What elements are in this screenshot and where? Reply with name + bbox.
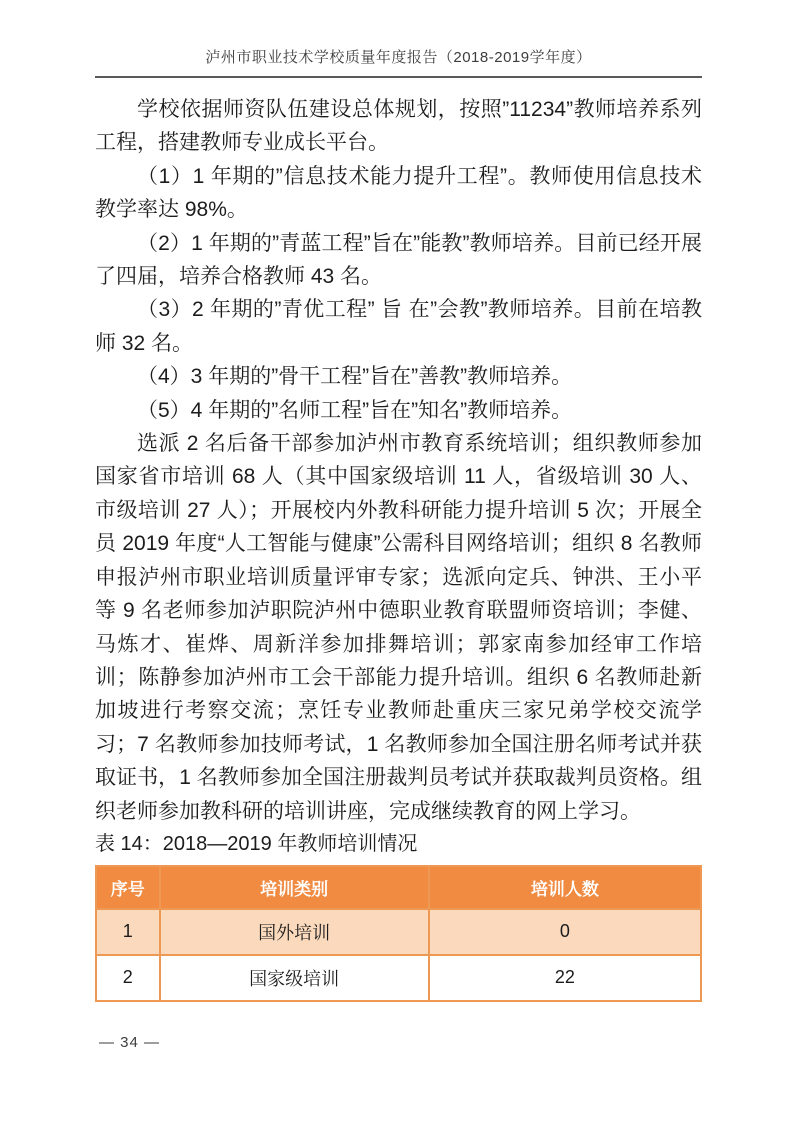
teacher-training-table (95, 865, 702, 1002)
paragraph: （1）1 年期的”信息技术能力提升工程”。教师使用信息技术教学率达 98%。 (95, 164, 702, 222)
paragraph: 学校依据师资队伍建设总体规划，按照”11234”教师培养系列工程，搭建教师专业成长平台。 (95, 98, 702, 155)
column-header-count: 培训人数 (429, 866, 701, 909)
paragraph: （3）2 年期的”青优工程” 旨 在”会教”教师培养。目前在培教师 32 名。 (95, 298, 702, 355)
report-title: 泸州市职业技术学校质量年度报告（2018-2019学年度） (205, 49, 592, 66)
table-header-row (96, 866, 701, 909)
cell-training-category: 国外培训 (160, 909, 429, 955)
cell-row-number: 1 (96, 909, 160, 955)
cell-training-category: 国家级培训 (160, 955, 429, 1001)
paragraph: （4）3 年期的”骨干工程”旨在”善教”教师培养。 (137, 365, 573, 389)
cell-training-count: 22 (429, 955, 701, 1001)
paragraph: （5）4 年期的”名师工程”旨在”知名”教师培养。 (137, 398, 573, 422)
column-header-number: 序号 (96, 866, 160, 909)
document-body (95, 93, 702, 1002)
running-header (95, 48, 702, 78)
table-row (96, 955, 701, 1001)
cell-training-count: 0 (429, 909, 701, 955)
table-caption: 表 14：2018—2019 年教师培训情况 (95, 832, 418, 855)
table-row (96, 909, 701, 955)
column-header-category: 培训类别 (160, 866, 429, 909)
paragraph: （2）1 年期的”青蓝工程”旨在”能教”教师培养。目前已经开展了四届，培养合格教师 43 名。 (95, 231, 702, 289)
paragraph: 选派 2 名后备干部参加泸州市教育系统培训；组织教师参加国家省市培训 68 人（其中国家级培训 11 人，省级培训 30 人、市级培训 27 人）；开展校内外教科研能力提升培训 5 次；开展全员 2019 年度“人工智能与健康”公需科目网络培训；组织 8 名教师申报泸州市职业培训质量评审专家；选派向定兵、钟洪、王小平等 9 名老师参加泸职院泸州中德职业教育联盟师资培训；李健、马炼才、崔烨、周新洋参加排舞培训；郭家南参加经审工作培训；陈静参加泸州市工会干部能力提升培训。组织 6 名教师赴新加坡进行考察交流；烹饪专业教师赴重庆三家兄弟学校交流学习；7 名教师参加技师考试，1 名教师参加全国注册名师考试并获取证书，1 名教师参加全国注册裁判员考试并获取裁判员资格。组织老师参加教科研的培训讲座，完成继续教育的网上学习。 (95, 432, 702, 823)
page-number: — 34 — (99, 1034, 161, 1051)
cell-row-number: 2 (96, 955, 160, 1001)
